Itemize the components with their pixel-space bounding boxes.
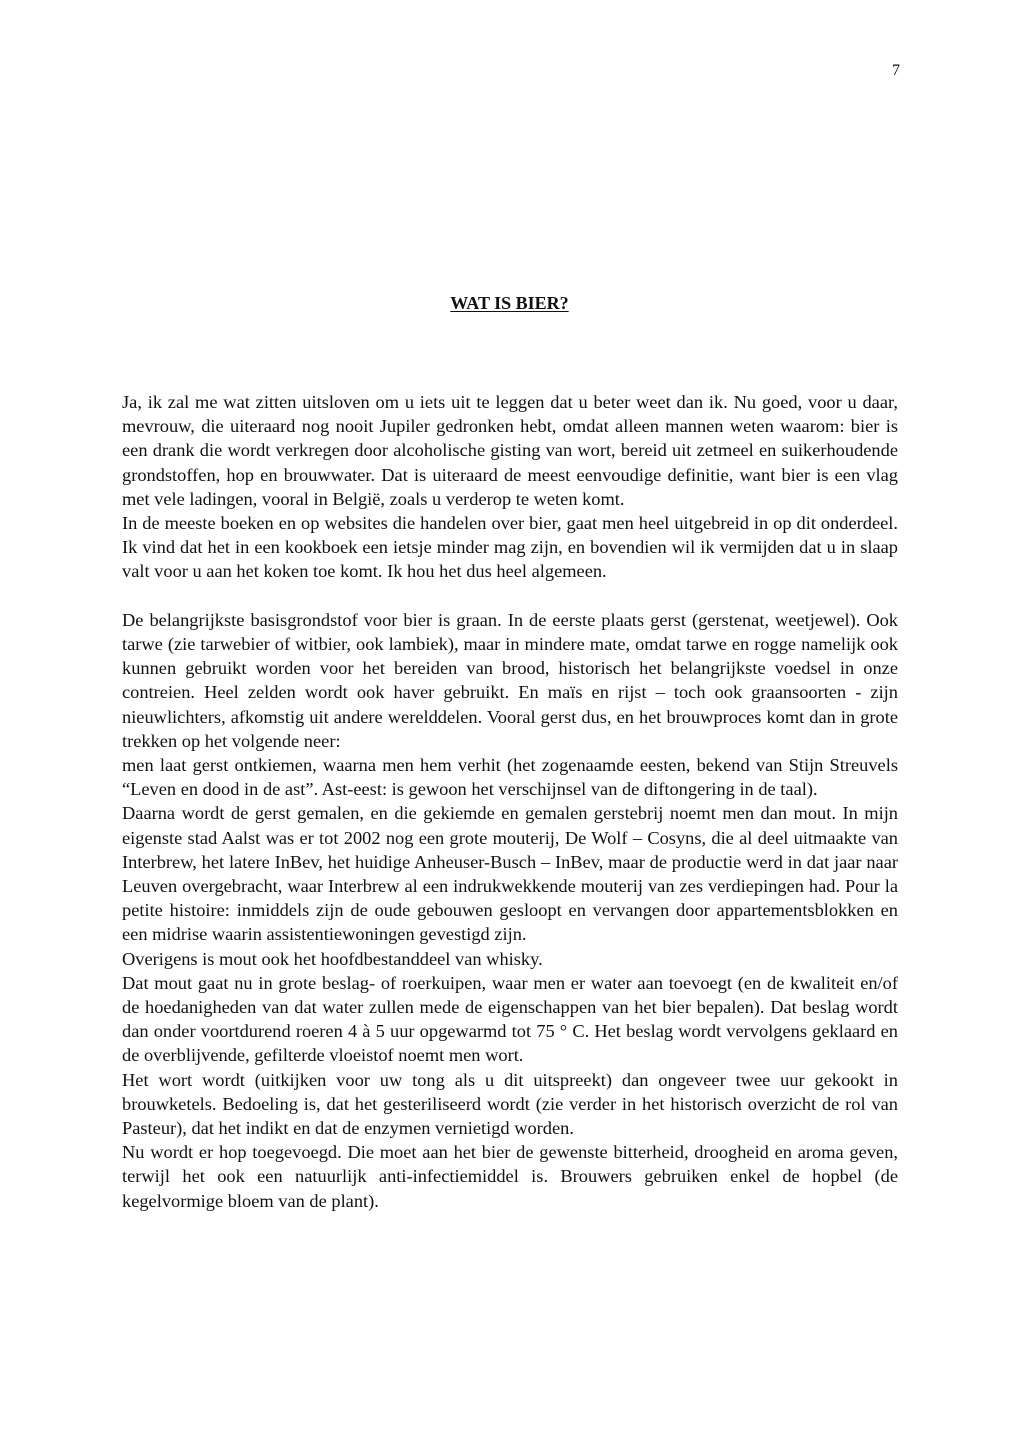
paragraph: Overigens is mout ook het hoofdbestanddeel van whisky.: [122, 948, 543, 969]
paragraph: Nu wordt er hop toegevoegd. Die moet aan het bier de gewenste bitterheid, droogheid en aroma geven, terwijl het ook een natuurlijk anti-infectiemiddel is. Brouwers gebruiken enkel de hopbel (de kegelvormige bloem van de plant).: [122, 1142, 898, 1211]
paragraph: men laat gerst ontkiemen, waarna men hem verhit (het zogenaamde eesten, bekend van Stijn Streuvels “Leven en dood in de ast”. Ast-eest: is gewoon het verschijnsel van de diftongering in de taal).: [122, 755, 898, 800]
paragraph: In de meeste boeken en op websites die handelen over bier, gaat men heel uitgebreid in op dit onderdeel. Ik vind dat het in een kookboek een ietsje minder mag zijn, en bovendien wil ik vermijden dat u in slaap valt voor u aan het koken toe komt. Ik hou het dus heel algemeen.: [122, 513, 898, 582]
page-number: 7: [892, 62, 900, 79]
paragraph: De belangrijkste basisgrondstof voor bier is graan. In de eerste plaats gerst (gerstenat, weetjewel). Ook tarwe (zie tarwebier of witbier, ook lambiek), maar in mindere mate, omdat tarwe en rogge namelijk ook kunnen gebruikt worden voor het bereiden van brood, historisch het belangrijkste voedsel in onze contreien. Heel zelden wordt ook haver gebruikt. En maïs en rijst – toch ook graansoorten - zijn nieuwlichters, afkomstig uit andere werelddelen. Vooral gerst dus, en het brouwproces komt dan in grote trekken op het volgende neer:: [122, 609, 898, 751]
paragraph: Het wort wordt (uitkijken voor uw tong als u dit uitspreekt) dan ongeveer twee uur gekookt in brouwketels. Bedoeling is, dat het gesteriliseerd wordt (zie verder in het historisch overzicht de rol van Pasteur), dat het indikt en dat de enzymen vernietigd worden.: [122, 1069, 898, 1139]
paragraph: Ja, ik zal me wat zitten uitsloven om u iets uit te leggen dat u beter weet dan ik. Nu goed, voor u daar, mevrouw, die uiteraard nog nooit Jupiler gedronken hebt, omdat alleen mannen weten waarom: bier is een drank die wordt verkregen door alcoholische gisting van wort, bereid uit zetmeel en suikerhoudende grondstoffen, hop en brouwwater. Dat is uiteraard de meest eenvoudige definitie, want bier is een vlag met vele ladingen, vooral in België, zoals u verderop te weten komt.: [122, 392, 898, 509]
body-text: [122, 390, 898, 1213]
paragraph: Daarna wordt de gerst gemalen, en die gekiemde en gemalen gerstebrij noemt men dan mout. In mijn eigenste stad Aalst was er tot 2002 nog een grote mouterij, De Wolf – Cosyns, die al deel uitmaakte van Interbrew, het latere InBev, het huidige Anheuser-Busch – InBev, maar de productie werd in dat jaar naar Leuven overgebracht, waar Interbrew al een indrukwekkende mouterij van zes verdiepingen had. Pour la petite histoire: inmiddels zijn de oude gebouwen gesloopt en vervangen door appartementsblokken en een midrise waarin assistentiewoningen gevestigd zijn.: [122, 803, 898, 945]
paragraph: Dat mout gaat nu in grote beslag- of roerkuipen, waar men er water aan toevoegt (en de kwaliteit en/of de hoedanigheden van dat water zullen mede de eigenschappen van het bier bepalen). Dat beslag wordt dan onder voortdurend roeren 4 à 5 uur opgewarmd tot 75 ° C. Het beslag wordt vervolgens geklaard en de overblijvende, gefilterde vloeistof noemt men wort.: [122, 972, 898, 1066]
page-title: WAT IS BIER?: [450, 293, 569, 313]
